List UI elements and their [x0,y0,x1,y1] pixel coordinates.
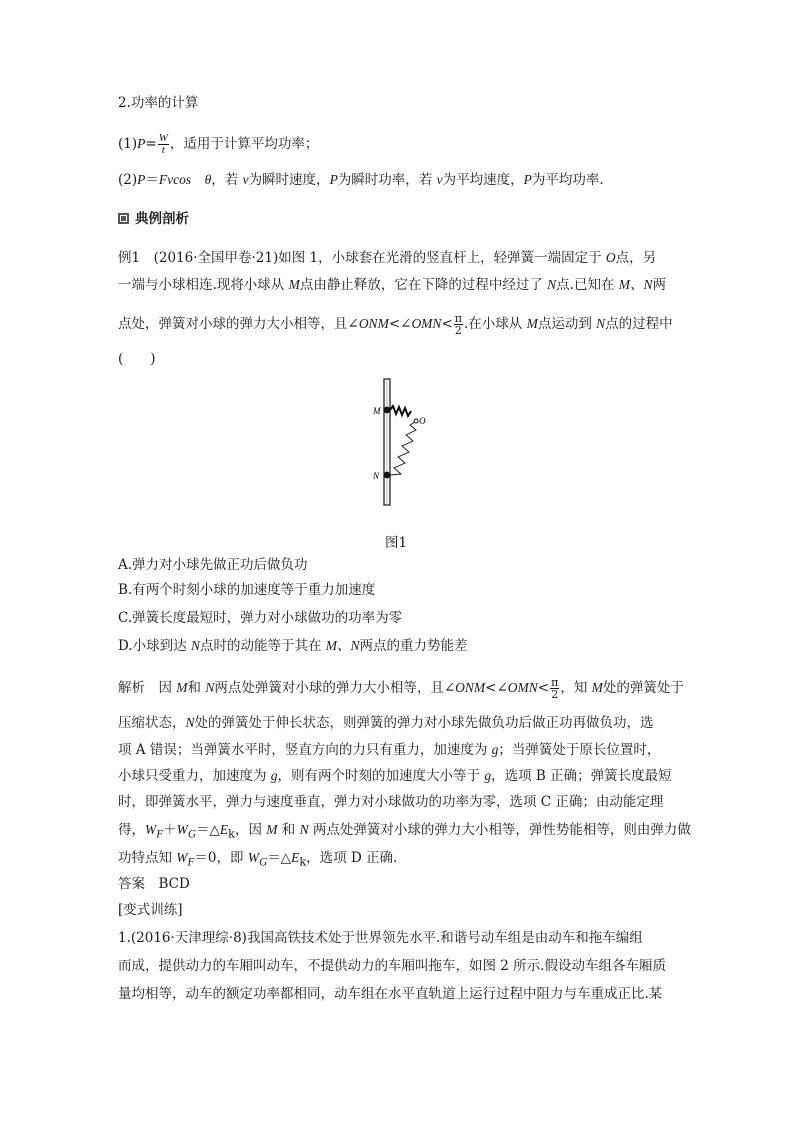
analysis-line-5: 时，即弹簧水平，弹力与速度垂直，弹力对小球做功的功率为零，选项 C 正确；由动能定理 [118,794,664,810]
label-m: M [373,406,381,416]
variant-q1-line-3: 量均相等，动车的额定功率都相同，动车组在水平直轨道上运行过程中阻力与车重成正比.某 [118,986,663,1002]
section-marker-icon [118,213,129,224]
example-line-1: 例1 (2016·全国甲卷·21)如图 1，小球套在光滑的竖直杆上，轻弹簧一端固定于 O点，另 [118,250,657,266]
label-o: O [419,416,426,426]
answer-blank: ( ) [118,351,156,367]
compressed-spring [390,406,411,416]
formula-average-power: (1)P= $\frac{W}{t}$ ，适用于计算平均功率； [118,132,319,156]
fraction-pi-over-2: $\frac{\pi}{2}$ [551,676,559,701]
example-section-title: 典例剖析 [118,213,189,227]
stretched-spring [390,422,416,475]
section-heading: 2.功率的计算 [118,95,199,111]
ball-at-m [384,407,391,414]
option-d: D.小球到达 N点时的动能等于其在 M、N两点的重力势能差 [118,638,468,654]
figure-caption: 图1 [385,535,408,551]
analysis-line-1: 解析 因 M和 N两点处弹簧对小球的弹力大小相等，且∠ONM<∠OMN< $\frac{\pi}{2}$ ，知 M处的弹簧处于 [118,676,684,701]
label-n: N [373,471,380,481]
answer-text: 答案 BCD [118,876,190,892]
variant-title: [变式训练] [118,902,183,918]
option-c: C.弹簧长度最短时，弹力对小球做功的功率为零 [118,610,403,626]
variant-q1-line-2: 而成，提供动力的车厢叫动车，不提供动力的车厢叫拖车，如图 2 所示.假设动车组各车厢质 [118,958,666,974]
ball-at-n [384,472,391,479]
option-b: B.有两个时刻小球的加速度等于重力加速度 [118,582,376,598]
example-line-2: 一端与小球相连.现将小球从 M点由静止释放，它在下降的过程中经过了 N点.已知在 M、N两 [118,277,666,293]
example-line-3: 点处，弹簧对小球的弹力大小相等，且∠ONM<∠OMN< $\frac{\pi}{2}$ .在小球从 M点运动到 N点的过程中 [118,312,673,337]
analysis-line-7: 功特点知 $W_F=0$，即 $W_G=\triangle E_k$，选项 D 正确. [118,850,398,869]
analysis-line-4: 小球只受重力，加速度为 g，则有两个时刻的加速度大小等于 g，选项 B 正确；弹簧长度最短 [118,768,672,784]
analysis-line-3: 项 A 错误；当弹簧水平时，竖直方向的力只有重力，加速度为 g；当弹簧处于原长位置时， [118,742,661,758]
variant-q1-line-1: 1.(2016·天津理综·8)我国高铁技术处于世界领先水平.和谐号动车组是由动车和拖车编组 [118,930,643,946]
fraction-w-over-t: $\frac{W}{t}$ [158,132,168,156]
analysis-line-2: 压缩状态，N处的弹簧处于伸长状态，则弹簧的弹力对小球先做负功后做正功再做负功，选 [118,715,654,731]
option-a: A.弹力对小球先做正功后做负功 [118,557,308,573]
analysis-line-6: 得，$W_F+W_G=\triangle E_k$，因 M 和 N 两点处弹簧对小球的弹力大小相等，弹性势能相等，则由弹力做 [118,822,691,841]
formula-instant-power: (2)P＝Fvcos θ，若 v为瞬时速度，P为瞬时功率，若 v为平均速度，P为平均功率. [118,172,604,188]
figure-rod-spring-ball [340,375,450,515]
fraction-pi-over-2: $\frac{\pi}{2}$ [454,312,462,337]
pivot-o [414,419,418,423]
